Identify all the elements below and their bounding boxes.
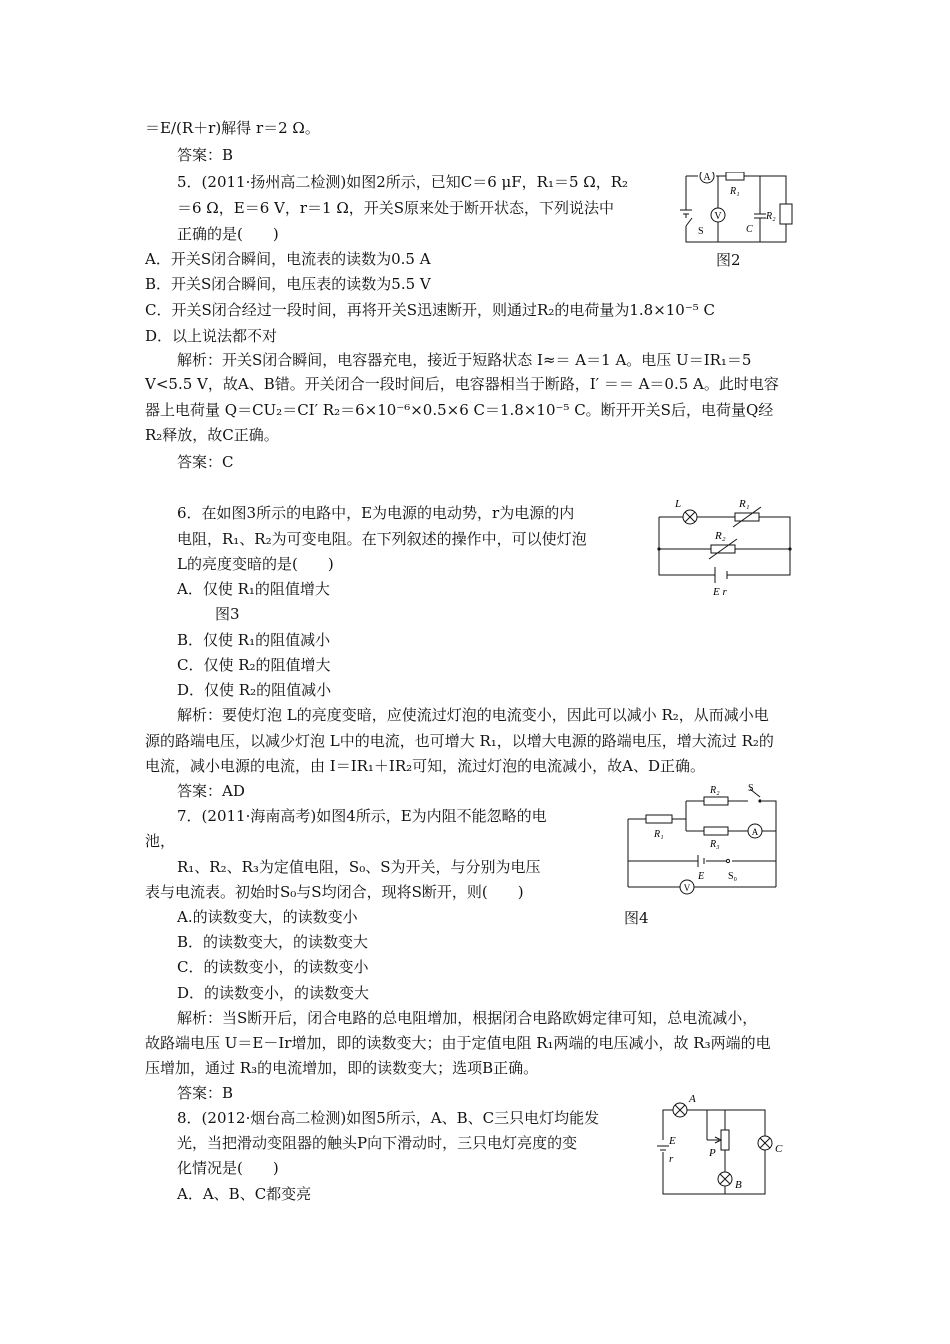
battery-icon — [680, 210, 692, 214]
battery-label: E — [698, 871, 705, 882]
lamp-b-label: B — [735, 1179, 742, 1191]
source-label: E r — [713, 586, 727, 598]
option-a: A．A、B、C都变亮 — [177, 1185, 312, 1203]
circuit-figure-4 — [624, 781, 780, 899]
answer-line: 答案：B — [177, 1084, 234, 1102]
answer-line: 答案：B — [177, 146, 234, 164]
question-5-line: 5．(2011·扬州高二检测)如图2所示，已知C＝6 μF，R₁＝5 Ω，R₂ — [177, 173, 629, 191]
option-c: C．仅使 R₂的阻值增大 — [177, 656, 331, 674]
voltmeter-label: V — [683, 883, 691, 893]
solution-line: 压增加，通过 R₃的电流增加，即的读数变大；选项B正确。 — [145, 1059, 539, 1077]
text-line: R₁、R₂、R₃为定值电阻，S₀、S为开关，与分别为电压 — [177, 858, 541, 876]
lamp-label: L — [675, 498, 682, 510]
option-a: A．仅使 R₁的阻值增大 — [177, 580, 330, 598]
figure-2-caption: 图2 — [716, 251, 741, 269]
rheostat-icon — [721, 1130, 729, 1150]
r3-label: R₃ — [710, 839, 720, 850]
text-line: 光，当把滑动变阻器的触头P向下滑动时，三只电灯亮度的变 — [177, 1134, 578, 1152]
switch-s-label: S — [748, 783, 754, 794]
solution-line: R₂释放，故C正确。 — [145, 426, 279, 444]
resistor-r2-icon — [780, 204, 792, 224]
battery-icon — [715, 567, 727, 583]
figure-4-caption: 图4 — [624, 909, 649, 927]
capacitor-icon — [754, 176, 766, 242]
solution-line: 电流，减小电源的电流，由 I＝IR₁＋IR₂可知，流过灯泡的电流减小，故A、D正确。 — [145, 757, 706, 775]
circuit-figure-2 — [678, 172, 798, 250]
r2-label: R₂ — [766, 211, 776, 222]
ammeter-label: A — [703, 172, 711, 183]
r2-label: R₂ — [715, 530, 726, 542]
solution-line: 器上电荷量 Q＝CU₂＝CI′ R₂＝6×10⁻⁶×0.5×6 C＝1.8×10⁻⁵ C。断开开关S后，电荷量Q经 — [145, 401, 774, 419]
lamp-c-label: C — [775, 1143, 783, 1155]
option-d: D．的读数变小，的读数变大 — [177, 984, 370, 1002]
text-line: ＝6 Ω，E＝6 V，r＝1 Ω，开关S原来处于断开状态，下列说法中 — [177, 199, 615, 217]
capacitor-label: C — [746, 224, 753, 235]
switch-s0-icon — [726, 859, 729, 862]
resistor-r1-icon — [646, 815, 672, 823]
switch-label: S — [698, 226, 704, 237]
r2-label: R₂ — [710, 785, 720, 796]
switch-s-icon — [758, 799, 761, 802]
question-6-line: 6．在如图3所示的电路中，E为电源的电动势，r为电源的内 — [177, 504, 575, 522]
question-8-line: 8．(2012·烟台高二检测)如图5所示，A、B、C三只电灯均能发 — [177, 1109, 600, 1127]
solution-line: 解析：要使灯泡 L的亮度变暗，应使流过灯泡的电流变小，因此可以减小 R₂，从而减小电 — [177, 706, 769, 724]
text-line: L的亮度变暗的是( ) — [177, 555, 334, 573]
text-line: ＝E/(R＋r)解得 r＝2 Ω。 — [145, 119, 320, 137]
solution-line: 解析：开关S闭合瞬间，电容器充电，接近于短路状态 I≈＝ A＝1 A。电压 U＝IR₁＝5 — [177, 351, 752, 369]
battery-icon — [698, 855, 704, 867]
resistor-r3-icon — [704, 827, 728, 835]
option-c: C．的读数变小，的读数变小 — [177, 958, 369, 976]
option-b: B．的读数变大，的读数变大 — [177, 933, 369, 951]
switch-icon — [686, 214, 692, 226]
r1-label: R₁ — [654, 829, 664, 840]
figure-caption: 图3 — [215, 605, 240, 623]
battery-r-label: r — [669, 1153, 674, 1165]
r1-label: R₁ — [730, 186, 740, 197]
switch-s0-label: S₀ — [728, 871, 738, 882]
answer-line: 答案：C — [177, 453, 234, 471]
text-line: 池， — [145, 832, 176, 850]
voltmeter-label: V — [714, 211, 722, 222]
text-line: 电阻，R₁、R₂为可变电阻。在下列叙述的操作中，可以使灯泡 — [177, 530, 587, 548]
solution-line: V<5.5 V，故A、B错。开关闭合一段时间后，电容器相当于断路，I′ ＝＝ A＝0.5 A。此时电容 — [145, 375, 779, 393]
resistor-r2-icon — [704, 797, 728, 805]
option-a: A．开关S闭合瞬间，电流表的读数为0.5 A — [145, 250, 431, 268]
solution-line: 源的路端电压，以减少灯泡 L中的电流，也可增大 R₁，以增大电源的路端电压，增大流过 R₂的 — [145, 732, 774, 750]
battery-e-label: E — [669, 1135, 676, 1147]
battery-icon — [657, 1146, 669, 1150]
solution-line: 故路端电压 U＝E－Ir增加，即的读数变大；由于定值电阻 R₁两端的电压减小，故 R₃两端的电 — [145, 1034, 771, 1052]
option-a: A.的读数变大，的读数变小 — [177, 908, 358, 926]
option-b: B．仅使 R₁的阻值减小 — [177, 631, 331, 649]
solution-line: 解析：当S断开后，闭合电路的总电阻增加，根据闭合电路欧姆定律可知，总电流减小， — [177, 1009, 758, 1027]
question-7-line: 7．(2011·海南高考)如图4所示，E为内阻不能忽略的电 — [177, 807, 547, 825]
option-d: D．仅使 R₂的阻值减小 — [177, 681, 332, 699]
ammeter-label: A — [751, 827, 759, 837]
option-c: C．开关S闭合经过一段时间，再将开关S迅速断开，则通过R₂的电荷量为1.8×10⁻⁵ C — [145, 301, 716, 319]
resistor-r1-icon — [726, 172, 744, 180]
text-line: 正确的是( ) — [177, 225, 279, 243]
circuit-figure-3 — [655, 493, 795, 599]
lamp-a-label: A — [689, 1093, 696, 1105]
text-line: 表与电流表。初始时S₀与S均闭合，现将S断开，则( ) — [145, 883, 524, 901]
circuit-figure-5 — [655, 1090, 795, 1200]
text-line: 化情况是( ) — [177, 1159, 279, 1177]
r1-label: R₁ — [739, 498, 750, 510]
slider-p-label: P — [709, 1147, 716, 1159]
answer-line: 答案：AD — [177, 782, 245, 800]
option-d: D．以上说法都不对 — [145, 327, 278, 345]
option-b: B．开关S闭合瞬间，电压表的读数为5.5 V — [145, 275, 431, 293]
